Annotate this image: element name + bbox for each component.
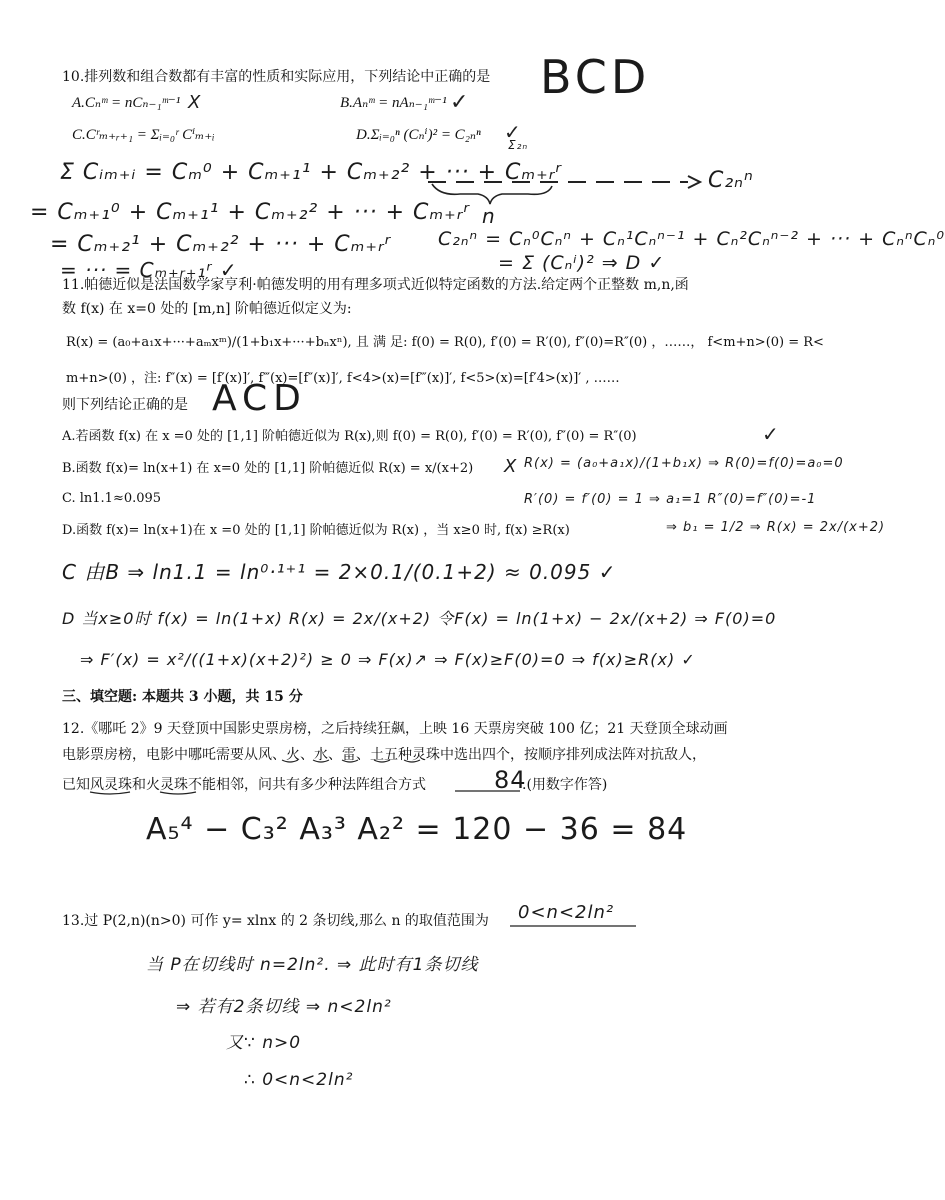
q11-work-c: C 由B ⇒ ln1.1 = ln⁰·¹⁺¹ = 2×0.1/(0.1+2) ≈ 0.095 ✓ bbox=[62, 560, 617, 584]
q13-work-line-4: ∴ 0<n<2ln² bbox=[244, 1070, 354, 1090]
q11-option-b: B.函数 f(x)= ln(x+1) 在 x=0 处的 [1,1] 阶帕德近似 R(x) = x/(x+2) bbox=[62, 461, 474, 476]
q11-stem-line-2: 数 f(x) 在 x=0 处的 [m,n] 阶帕德近似定义为: bbox=[62, 301, 352, 317]
q11-question: 则下列结论正确的是 bbox=[62, 397, 188, 413]
q11-definition-notes: m+n>(0) ，注: f″(x) = [f′(x)]′, f‴(x)=[f″(x)]′, f<4>(x)=[f‴(x)]′, f<5>(x)=[f′4>(x)]′ , …… bbox=[66, 371, 620, 386]
q11-option-b-work-2: R′(0) = f′(0) = 1 ⇒ a₁=1 R″(0)=f″(0)=-1 bbox=[524, 492, 817, 507]
q10-work-right-expansion: C₂ₙⁿ = Cₙ⁰Cₙⁿ + Cₙ¹Cₙⁿ⁻¹ + Cₙ²Cₙⁿ⁻² + ··· + CₙⁿCₙ⁰ bbox=[438, 228, 945, 250]
q13-work-line-2: ⇒ 若有2条切线 ⇒ n<2ln² bbox=[176, 997, 392, 1017]
q10-option-d-check-icon: ✓ bbox=[504, 120, 521, 144]
q11-option-d: D.函数 f(x)= ln(x+1)在 x =0 处的 [1,1] 阶帕德近似为 R(x) ，当 x≥0 时, f(x) ≥R(x) bbox=[62, 523, 570, 538]
q10-option-b: B.Aₙᵐ = nAₙ₋₁ᵐ⁻¹ bbox=[340, 95, 447, 111]
q12-line-1: 12.《哪吒 2》9 天登顶中国影史票房榜，之后持续狂飙，上映 16 天票房突破 100 亿；21 天登顶全球动画 bbox=[62, 721, 728, 737]
q10-stem: 10.排列数和组合数都有丰富的性质和实际应用，下列结论中正确的是 bbox=[62, 69, 491, 85]
q11-option-b-work-1: R(x) = (a₀+a₁x)/(1+b₁x) ⇒ R(0)=f(0)=a₀=0 bbox=[524, 456, 844, 471]
q10-handwritten-answer: BCD bbox=[540, 50, 651, 104]
q10-work-line-3: = Cₘ₊₂¹ + Cₘ₊₂² + ··· + Cₘ₊ᵣʳ bbox=[50, 232, 392, 257]
q12-line-2: 电影票房榜，电影中哪吒需要从风、火、水、雷、土五种灵珠中选出四个，按顺序排列成法阵对抗敌人， bbox=[62, 747, 706, 763]
q11-option-a-check-icon: ✓ bbox=[762, 422, 779, 446]
section-3-heading: 三、填空题: 本题共 3 小题，共 15 分 bbox=[62, 689, 303, 705]
q13-handwritten-answer: 0<n<2ln² bbox=[518, 902, 615, 923]
q10-option-a: A.Cₙᵐ = nCₙ₋₁ᵐ⁻¹ bbox=[72, 95, 181, 111]
q11-option-b-work-3: ⇒ b₁ = 1/2 ⇒ R(x) = 2x/(x+2) bbox=[666, 520, 886, 535]
q13-work-line-1: 当 P在切线时 n=2ln². ⇒ 此时有1条切线 bbox=[146, 955, 479, 975]
q10-option-b-check-icon: ✓ bbox=[450, 90, 469, 115]
q11-work-d-line-1: D 当x≥0时 f(x) = ln(1+x) R(x) = 2x/(x+2) 令F(x) = ln(1+x) − 2x/(x+2) ⇒ F(0)=0 bbox=[62, 609, 777, 628]
q11-work-d-line-2: ⇒ F′(x) = x²/((1+x)(x+2)²) ≥ 0 ⇒ F(x)↗ ⇒ F(x)≥F(0)=0 ⇒ f(x)≥R(x) ✓ bbox=[80, 650, 696, 669]
q10-work-line-4: = ··· = Cₘ₊ᵣ₊₁ʳ ✓ bbox=[60, 258, 238, 282]
q10-work-right-n-label: n bbox=[482, 204, 496, 228]
q12-work: A₅⁴ − C₃² A₃³ A₂² = 120 − 36 = 84 bbox=[146, 812, 688, 847]
q10-work-right-result: C₂ₙⁿ bbox=[708, 168, 754, 193]
q10-option-c: C.Cʳₘ₊ᵣ₊₁ = Σᵢ₌₀ʳ Cⁱₘ₊ᵢ bbox=[72, 127, 215, 143]
q11-handwritten-answer: ACD bbox=[212, 378, 307, 419]
q12-line-3b: .(用数字作答) bbox=[522, 777, 608, 793]
q12-line-3a: 已知风灵珠和火灵珠不能相邻，问共有多少种法阵组合方式 bbox=[62, 777, 426, 793]
q10-work-right-conclusion: = Σ (Cₙⁱ)² ⇒ D ✓ bbox=[498, 252, 666, 274]
q13-stem: 13.过 P(2,n)(n>0) 可作 y= xlnx 的 2 条切线,那么 n 的取值范围为 bbox=[62, 913, 489, 929]
q10-option-d: D.Σᵢ₌₀ⁿ (Cₙⁱ)² = C₂ₙⁿ bbox=[356, 127, 481, 143]
q11-option-b-mark: X bbox=[504, 456, 518, 477]
q11-option-c: C. ln1.1≈0.095 bbox=[62, 491, 162, 506]
q11-option-a: A.若函数 f(x) 在 x =0 处的 [1,1] 阶帕德近似为 R(x),则 f(0) = R(0), f′(0) = R′(0), f″(0) = R″(0) bbox=[62, 429, 637, 444]
q10-work-line-2: = Cₘ₊₁⁰ + Cₘ₊₁¹ + Cₘ₊₂² + ··· + Cₘ₊ᵣʳ bbox=[30, 200, 471, 225]
q10-work-line-1: Σ Cᵢₘ₊ᵢ = Cₘ⁰ + Cₘ₊₁¹ + Cₘ₊₂² + ··· + Cₘ₊ᵣʳ bbox=[60, 160, 563, 185]
q11-stem-line-1: 11.帕德近似是法国数学家亨利·帕德发明的用有理多项式近似特定函数的方法.给定两个正整数 m,n,函 bbox=[62, 277, 689, 293]
q12-handwritten-answer: 84 bbox=[494, 766, 527, 794]
q13-work-line-3: 又∵ n>0 bbox=[226, 1033, 302, 1053]
q11-definition: R(x) = (a₀+a₁x+···+aₘxᵐ)/(1+b₁x+···+bₙxⁿ), 且 满 足: f(0) = R(0), f′(0) = R′(0), f″(0)=R″(0) ，……， f<m+n>(0) = R< bbox=[66, 335, 824, 350]
q10-option-a-mark: X bbox=[188, 92, 202, 113]
q10-work-right-top: Σ₂ₙ bbox=[508, 138, 529, 152]
